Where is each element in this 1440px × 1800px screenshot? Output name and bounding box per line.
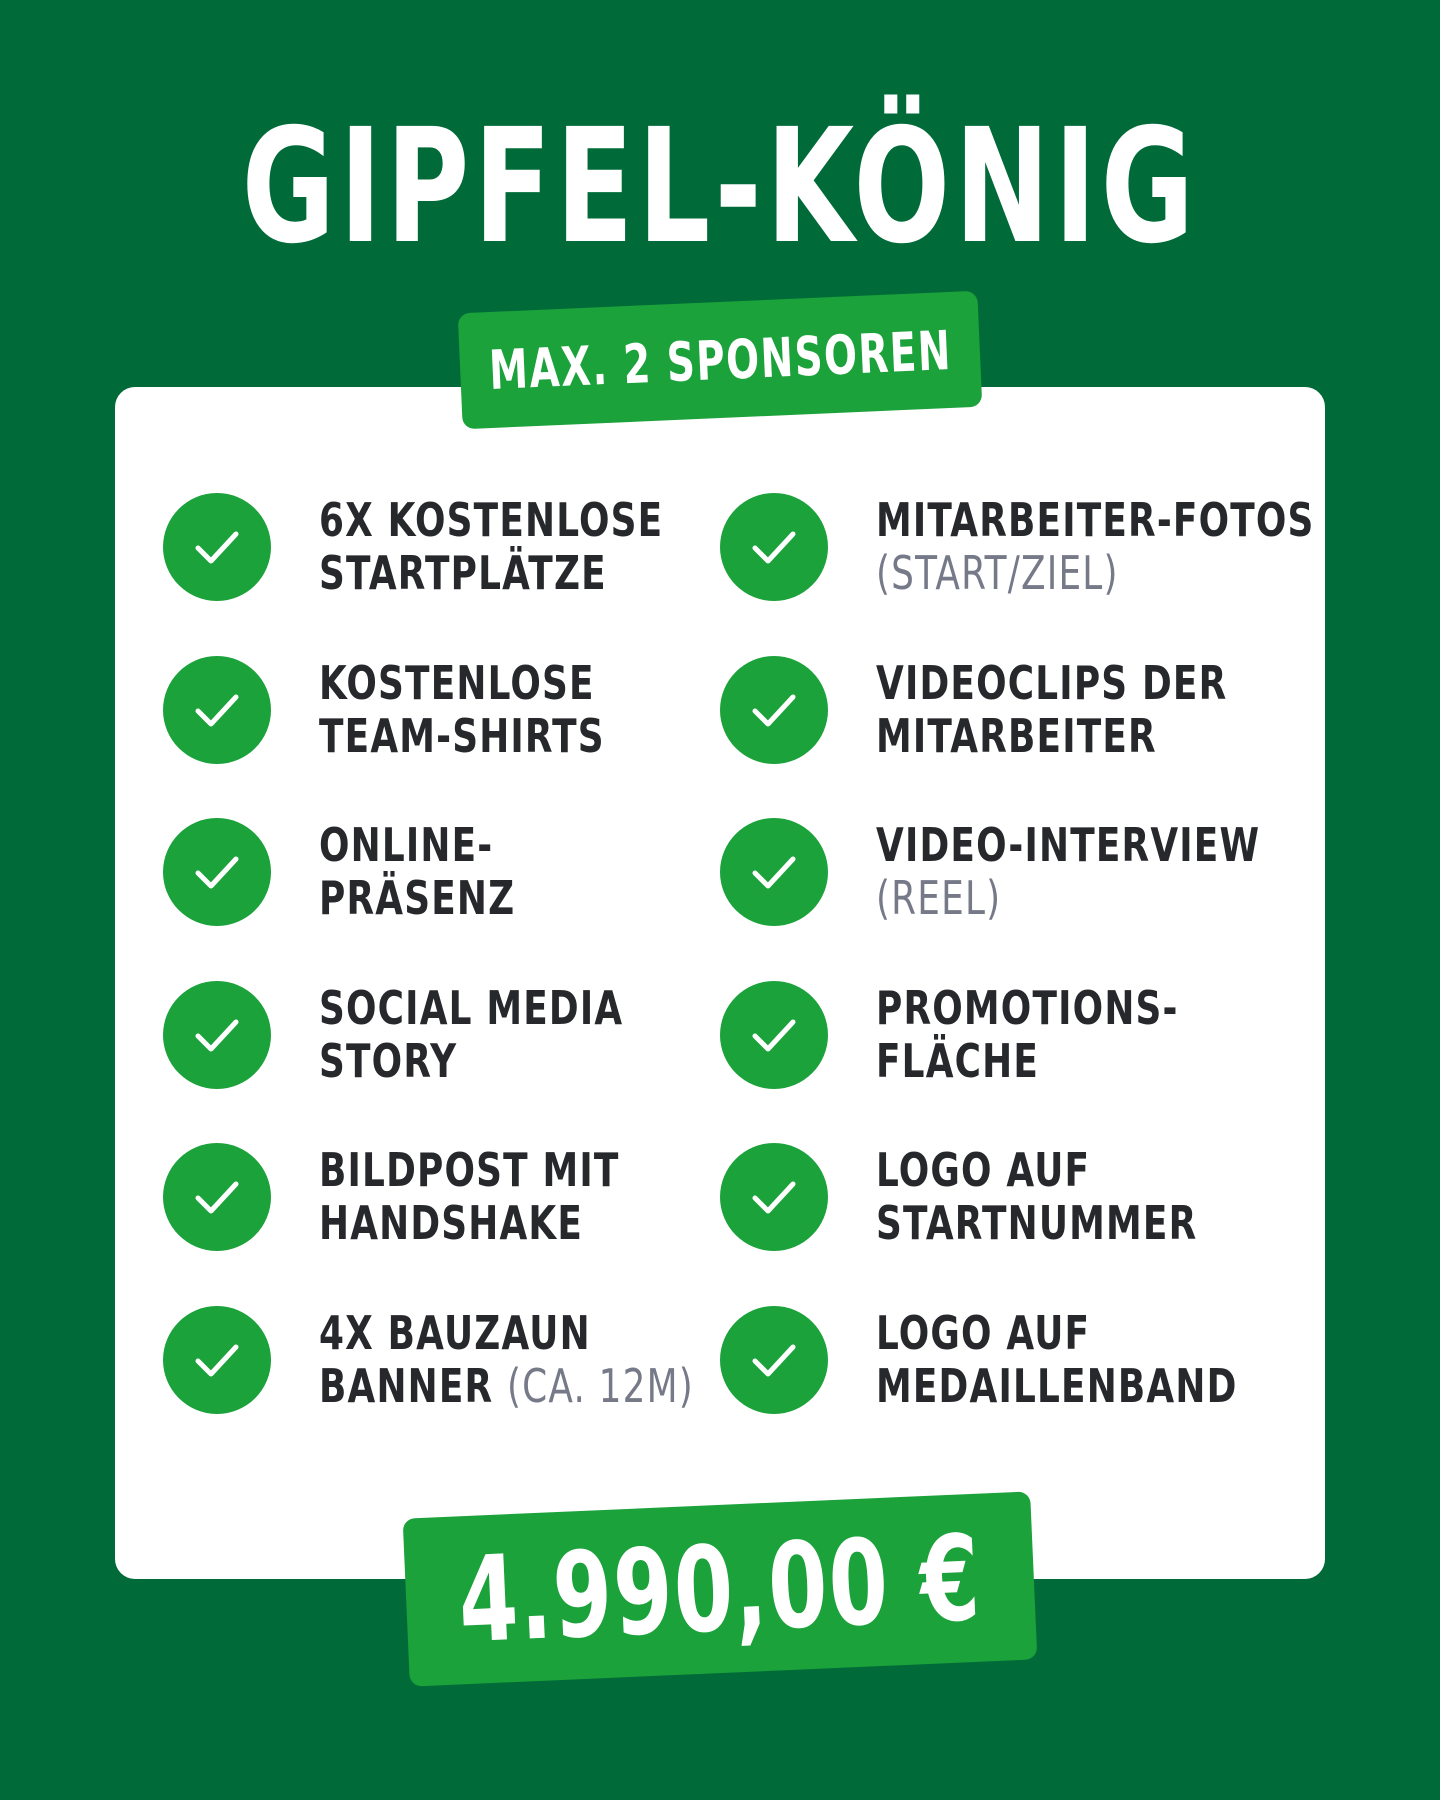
sponsor-limit-text: MAX. 2 SPONSOREN bbox=[487, 318, 953, 402]
benefit-item bbox=[720, 1306, 1296, 1414]
benefit-label bbox=[876, 982, 1204, 1088]
check-icon bbox=[163, 818, 271, 926]
benefit-line-1: SOCIAL MEDIA bbox=[319, 981, 624, 1035]
benefit-note: (START/ZIEL) bbox=[876, 546, 1119, 600]
benefit-line-1: PROMOTIONS- bbox=[876, 981, 1179, 1035]
check-icon bbox=[163, 493, 271, 601]
benefit-note: (CA. 12M) bbox=[507, 1359, 694, 1413]
benefit-label bbox=[876, 1306, 1238, 1413]
benefit-line-1: VIDEOCLIPS DER bbox=[876, 656, 1228, 710]
benefit-line-1: VIDEO-INTERVIEW bbox=[876, 818, 1261, 872]
benefit-item bbox=[720, 1143, 1296, 1251]
benefit-item bbox=[720, 981, 1296, 1089]
check-icon bbox=[720, 656, 828, 764]
benefit-label bbox=[876, 1144, 1204, 1250]
benefit-line-2 bbox=[876, 872, 1204, 925]
benefit-line-2: PRÄSENZ bbox=[319, 871, 516, 925]
benefit-item bbox=[163, 818, 739, 926]
benefit-line-2: STARTNUMMER bbox=[876, 1196, 1198, 1250]
benefit-note: (REEL) bbox=[876, 871, 1002, 925]
benefit-item bbox=[163, 1143, 739, 1251]
benefit-line-1: ONLINE- bbox=[319, 818, 494, 872]
benefit-item bbox=[163, 656, 739, 764]
benefit-label bbox=[319, 819, 647, 925]
benefit-line-2: HANDSHAKE bbox=[319, 1196, 584, 1250]
benefit-item bbox=[163, 493, 739, 601]
page-title: GIPFEL-KÖNIG bbox=[241, 95, 1199, 279]
benefit-label bbox=[319, 493, 664, 600]
check-icon bbox=[163, 656, 271, 764]
benefit-label bbox=[319, 1144, 647, 1250]
benefit-line-2: MITARBEITER bbox=[876, 709, 1157, 763]
benefit-line-1: LOGO AUF bbox=[876, 1143, 1091, 1197]
check-icon bbox=[720, 818, 828, 926]
check-icon bbox=[720, 493, 828, 601]
benefit-line-2: TEAM-SHIRTS bbox=[319, 709, 605, 763]
benefit-line-2: STORY bbox=[319, 1034, 458, 1088]
check-icon bbox=[720, 1143, 828, 1251]
check-icon bbox=[163, 1306, 271, 1414]
benefit-line-1: LOGO AUF bbox=[876, 1306, 1091, 1360]
benefit-line-2: FLÄCHE bbox=[876, 1034, 1040, 1088]
benefit-label bbox=[319, 657, 647, 763]
benefit-item bbox=[720, 818, 1296, 926]
benefit-item bbox=[720, 493, 1315, 601]
price-text: 4.990,00 € bbox=[456, 1508, 984, 1670]
benefits-card bbox=[115, 387, 1325, 1579]
benefit-label bbox=[319, 982, 647, 1088]
check-icon bbox=[720, 1306, 828, 1414]
check-icon bbox=[720, 981, 828, 1089]
benefit-line-2: MEDAILLENBAND bbox=[876, 1359, 1238, 1413]
benefit-line-1: 4X BAUZAUN bbox=[319, 1306, 591, 1360]
check-icon bbox=[163, 1143, 271, 1251]
benefit-label bbox=[876, 493, 1315, 600]
benefit-line-1: MITARBEITER-FOTOS bbox=[876, 493, 1315, 547]
price-badge bbox=[403, 1491, 1038, 1686]
benefit-item bbox=[720, 656, 1296, 764]
benefit-line-2: BANNER (CA. 12M) bbox=[319, 1359, 694, 1413]
benefit-line-1: KOSTENLOSE bbox=[319, 656, 595, 710]
benefit-item bbox=[163, 1306, 739, 1414]
benefit-line-1: BILDPOST MIT bbox=[319, 1143, 620, 1197]
benefit-line-2: STARTPLÄTZE bbox=[319, 546, 607, 600]
benefit-line-1: 6X KOSTENLOSE bbox=[319, 493, 664, 547]
sponsor-limit-badge bbox=[458, 291, 983, 430]
benefit-label bbox=[876, 656, 1228, 763]
benefit-label bbox=[876, 818, 1261, 925]
benefit-item bbox=[163, 981, 739, 1089]
benefit-line-2 bbox=[876, 547, 1204, 600]
benefit-label bbox=[319, 1306, 694, 1413]
check-icon bbox=[163, 981, 271, 1089]
